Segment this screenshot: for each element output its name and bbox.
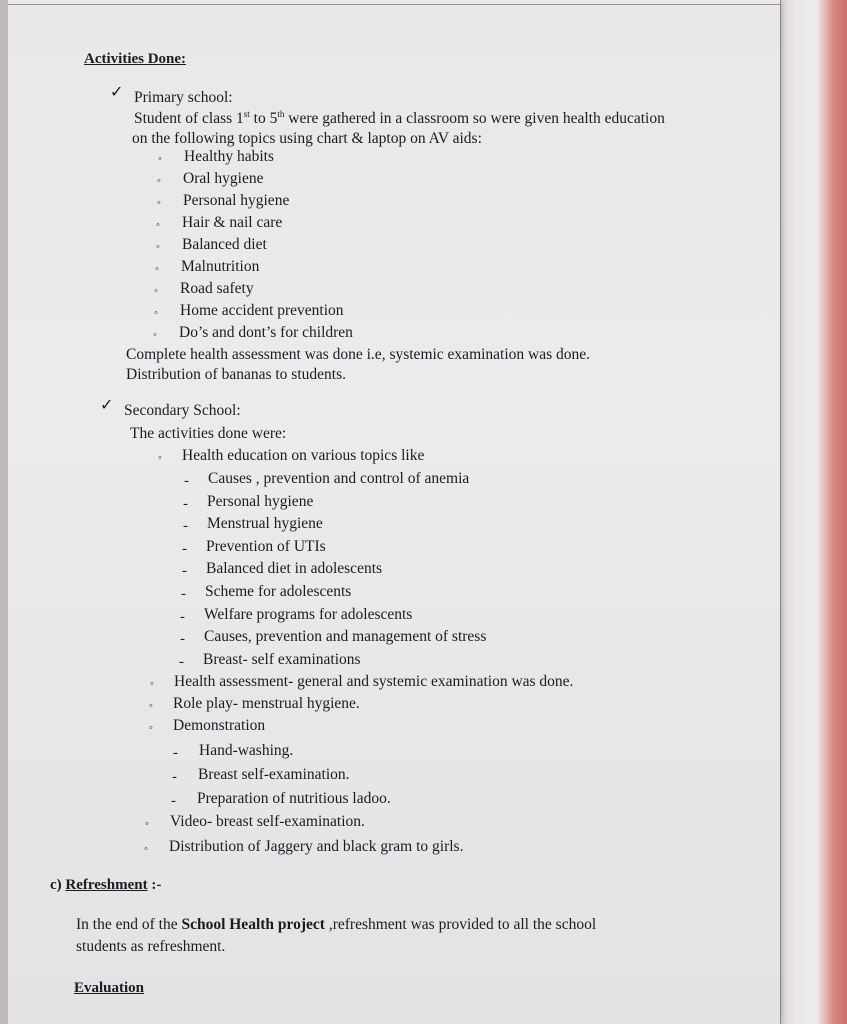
refreshment-heading: c) Refreshment :- — [50, 877, 162, 893]
video-item: Video- breast self-examination. — [170, 813, 365, 830]
primary-intro-line2: on the following topics using chart & laptop on AV aids: — [132, 130, 482, 147]
dash-icon: - — [171, 793, 176, 809]
dash-icon: - — [173, 745, 178, 761]
dash-icon: - — [180, 608, 185, 625]
health-topic-item: Prevention of UTIs — [206, 537, 326, 555]
dash-icon: - — [184, 473, 189, 489]
primary-topic-item: Healthy habits — [184, 148, 274, 165]
bullet-icon: ◦ — [155, 263, 159, 275]
demonstration-subitem: Preparation of nutritious ladoo. — [197, 790, 391, 807]
check-icon: ✓ — [110, 82, 124, 101]
health-assessment-item: Health assessment- general and systemic examination was done. — [174, 673, 574, 690]
primary-topic-item: Malnutrition — [181, 258, 260, 275]
primary-topic-item: Balanced diet — [182, 236, 267, 253]
bullet-icon: ◦ — [149, 722, 153, 734]
dash-icon: - — [182, 563, 187, 580]
dash-icon: - — [182, 540, 187, 557]
secondary-school-title: Secondary School: — [124, 402, 241, 419]
bullet-icon: ◦ — [158, 153, 162, 165]
health-topic-item: Menstrual hygiene — [207, 515, 323, 533]
health-topic-item: Causes , prevention and control of anemia — [208, 470, 470, 487]
primary-topic-item: Personal hygiene — [183, 192, 290, 209]
demonstration-subitem: Breast self-examination. — [198, 766, 350, 783]
primary-school-title: Primary school: — [134, 89, 233, 106]
dash-icon: - — [180, 631, 185, 648]
bullet-icon: ◦ — [158, 452, 162, 464]
refreshment-line2: students as refreshment. — [76, 938, 226, 955]
bullet-icon: ◦ — [157, 175, 161, 187]
evaluation-heading: Evaluation — [74, 980, 145, 996]
health-topic-item: Causes, prevention and management of stress — [204, 628, 487, 646]
primary-intro-line1: Student of class 1st to 5th were gathered in a classroom so were given health education — [134, 108, 665, 127]
bullet-icon: ◦ — [156, 241, 160, 253]
role-play-item: Role play- menstrual hygiene. — [173, 695, 360, 712]
bullet-icon: ◦ — [154, 285, 158, 297]
primary-distribution-text: Distribution of bananas to students. — [126, 366, 346, 383]
primary-topic-item: Do’s and dont’s for children — [179, 324, 353, 341]
bullet-icon: ◦ — [157, 197, 161, 209]
health-topic-item: Personal hygiene — [207, 492, 314, 510]
refreshment-line1: In the end of the School Health project ,refreshment was provided to all the school — [76, 916, 597, 933]
primary-topic-item: Road safety — [180, 280, 254, 297]
document-page — [8, 0, 781, 1024]
dash-icon: - — [181, 586, 186, 602]
bullet-icon: ◦ — [150, 678, 154, 690]
demonstration-subitem: Hand-washing. — [199, 742, 294, 759]
secondary-intro: The activities done were: — [130, 425, 287, 442]
dash-icon: - — [172, 769, 177, 785]
primary-topic-item: Oral hygiene — [183, 170, 264, 187]
primary-topic-item: Home accident prevention — [180, 302, 344, 319]
page-border-line — [8, 4, 780, 5]
distribution-item: Distribution of Jaggery and black gram to girls. — [169, 838, 464, 855]
demonstration-item: Demonstration — [173, 717, 266, 734]
health-topic-item: Balanced diet in adolescents — [206, 560, 383, 578]
activities-heading: Activities Done: — [84, 51, 187, 67]
book-edge — [777, 0, 847, 1024]
health-topic-item: Welfare programs for adolescents — [204, 605, 413, 623]
health-education-item: Health education on various topics like — [182, 447, 425, 464]
bullet-icon: ◦ — [154, 307, 158, 319]
bullet-icon: ◦ — [145, 818, 149, 830]
health-topic-item: Scheme for adolescents — [205, 583, 352, 600]
primary-topic-item: Hair & nail care — [182, 214, 283, 231]
bullet-icon: ◦ — [156, 219, 160, 231]
dash-icon: - — [183, 518, 188, 535]
primary-assessment-text: Complete health assessment was done i.e, systemic examination was done. — [126, 346, 591, 363]
health-topic-item: Breast- self examinations — [203, 650, 361, 668]
dash-icon: - — [183, 495, 188, 512]
bullet-icon: ◦ — [153, 329, 157, 341]
check-icon: ✓ — [100, 395, 114, 414]
dash-icon: - — [179, 653, 184, 670]
bullet-icon: ◦ — [149, 700, 153, 712]
bullet-icon: ◦ — [144, 843, 148, 855]
